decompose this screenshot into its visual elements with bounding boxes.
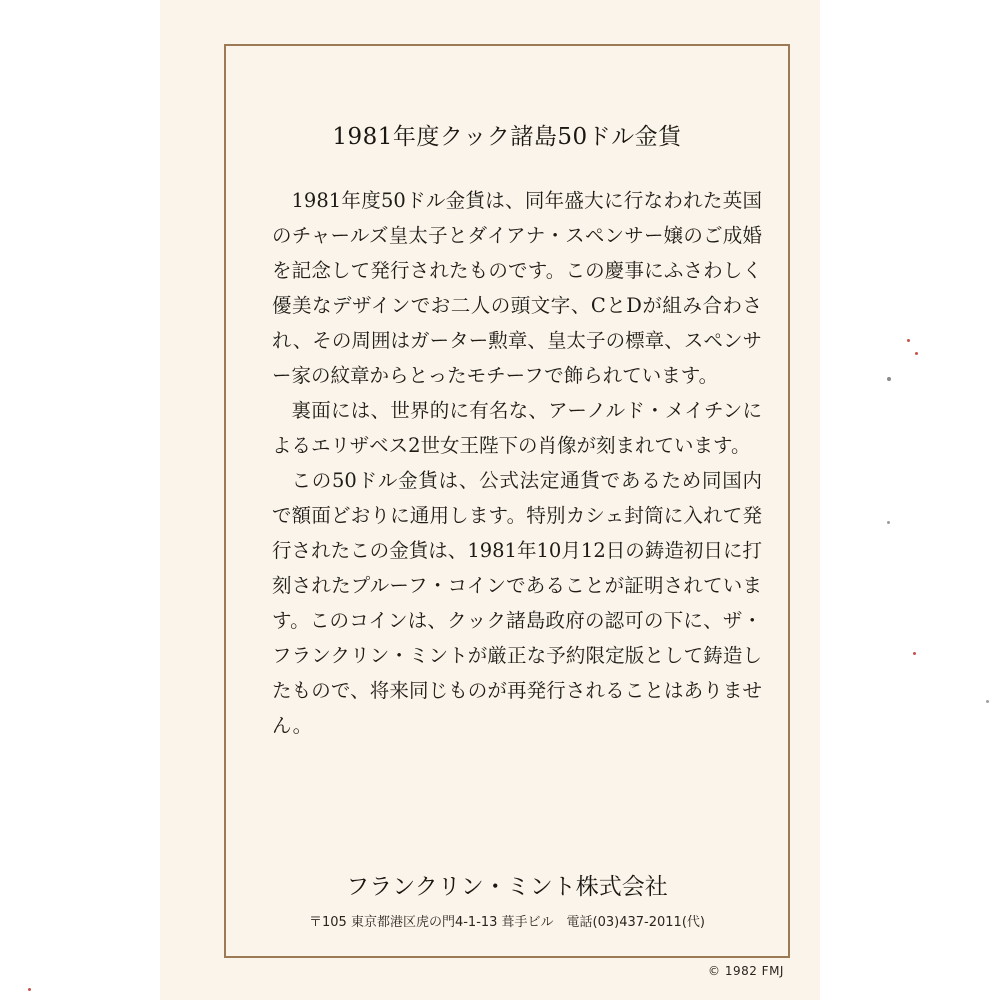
- document-body: [272, 183, 762, 743]
- scan-speck: [28, 988, 31, 991]
- publisher-address: 〒105 東京都港区虎の門4-1-13 葺手ビル 電話(03)437-2011(代): [309, 915, 705, 930]
- scan-speck: [887, 521, 890, 524]
- scan-speck: [913, 652, 916, 655]
- scan-speck: [887, 377, 891, 381]
- document-title: 1981年度クック諸島50ドル金貨: [332, 124, 682, 150]
- paragraph-legal-tender: この50ドル金貨は、公式法定通貨であるため同国内で額面どおりに通用します。特別カシェ封筒に入れて発行されたこの金貨は、1981年10月12日の鋳造初日に打刻されたプルーフ・コインであることが証明されています。このコインは、クック諸島政府の認可の下に、ザ・フランクリン・ミントが厳正な予約限定版として鋳造したもので、将来同じものが再発行されることはありません。: [272, 469, 762, 737]
- paragraph-reverse-side: 裏面には、世界的に有名な、アーノルド・メイチンによるエリザベス2世女王陛下の肖像が刻まれています。: [272, 399, 762, 457]
- scan-speck: [907, 339, 910, 342]
- scan-speck: [986, 700, 989, 703]
- paragraph-wedding-coin: 1981年度50ドル金貨は、同年盛大に行なわれた英国のチャールズ皇太子とダイアナ・スペンサー嬢のご成婚を記念して発行されたものです。この慶事にふさわしく優美なデザインでお二人の頭文字、CとDが組み合わされ、その周囲はガーター勲章、皇太子の標章、スペンサー家の紋章からとったモチーフで飾られています。: [272, 189, 762, 387]
- scan-speck: [915, 352, 918, 355]
- publisher-name: フランクリン・ミント株式会社: [346, 874, 668, 900]
- copyright-notice: © 1982 FMJ: [708, 964, 784, 978]
